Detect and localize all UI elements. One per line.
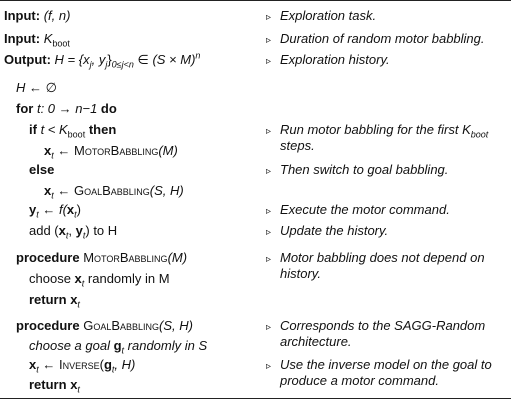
var-y: y (75, 223, 83, 238)
var-y: y (29, 202, 37, 217)
for-expr: t: 0 → n−1 (33, 101, 101, 116)
output-value: , y (91, 52, 106, 67)
arrow: ← (53, 183, 74, 198)
return-keyword: return (29, 377, 67, 392)
var-x: x (44, 143, 52, 158)
var-x: x (70, 292, 78, 307)
subscript: t (65, 230, 69, 241)
triangle-icon: ▹ (266, 166, 272, 177)
triangle-icon: ▹ (266, 206, 272, 217)
procedure-name: GoalBabbling (83, 318, 160, 333)
expr: ← f( (38, 202, 67, 217)
subscript: 0≤j<n (111, 59, 134, 70)
var-x: x (66, 202, 75, 217)
triangle-icon: ▹ (266, 254, 272, 265)
expr: choose a goal (29, 338, 114, 353)
assign-motor-line (44, 143, 178, 159)
arrow: ← (38, 357, 59, 372)
var-x: x (58, 223, 66, 238)
procedure-arg: (S, H) (159, 318, 193, 333)
expr: ( (99, 357, 104, 372)
func-arg: (M) (158, 143, 178, 158)
expr: add ( (29, 223, 59, 238)
else-line (29, 162, 54, 178)
expr: ) to H (85, 223, 118, 238)
comment-6: ▹ Execute the motor command. (266, 202, 511, 220)
triangle-icon: ▹ (266, 35, 272, 46)
if-expr: t < K (36, 122, 68, 137)
return-keyword: return (29, 292, 67, 307)
comment-10: ▹ Use the inverse model on the goal to produce a motor command. (266, 357, 492, 388)
subscript: boot (52, 38, 70, 49)
comment-2: ▹ Duration of random motor babbling. (266, 31, 511, 49)
func-name: GoalBabbling (73, 183, 150, 198)
var-x: x (29, 357, 37, 372)
input-keyword: Input: (4, 8, 41, 23)
comment-3: ▹ Exploration history. (266, 52, 511, 70)
expr: randomly in M (84, 271, 170, 286)
func-arg: (S, H) (149, 183, 184, 198)
expr: , H) (114, 357, 136, 372)
output-keyword: Output: (4, 52, 51, 67)
procedure-keyword: procedure (16, 318, 80, 333)
output-value: } (107, 52, 112, 67)
subscript: t (36, 209, 39, 220)
input-keyword: Input: (4, 31, 41, 46)
expr: choose (29, 271, 75, 286)
expr: randomly in S (124, 338, 208, 353)
arrow: ← (53, 143, 74, 158)
do-keyword: do (100, 101, 117, 116)
proc-goal-choose (29, 338, 207, 354)
superscript: n (195, 50, 201, 61)
subscript: t (74, 209, 77, 220)
comment-8: ▹ Motor babbling does not depend on history. (266, 250, 485, 281)
subscript: t (36, 364, 39, 375)
input-value: (f, n) (43, 8, 71, 23)
proc-goal-return (29, 377, 80, 393)
output-value: H = {x (54, 52, 90, 67)
init-line: H ← ∅ (16, 80, 57, 95)
input-line-1 (4, 8, 70, 24)
triangle-icon: ▹ (266, 56, 272, 67)
if-keyword: if (29, 122, 37, 137)
func-name: Inverse (58, 357, 100, 372)
func-name: MotorBabbling (73, 143, 159, 158)
var-x: x (74, 271, 82, 286)
proc-motor-header (16, 250, 187, 266)
var-g: g (103, 357, 112, 372)
subscript: boot (470, 129, 489, 140)
comment-7: ▹ Update the history. (266, 223, 511, 241)
triangle-icon: ▹ (266, 361, 272, 372)
subscript: j (89, 59, 92, 70)
comment-9: ▹ Corresponds to the SAGG-Random architecture. (266, 318, 486, 349)
add-line (29, 223, 117, 239)
subscript: t (51, 150, 54, 161)
triangle-icon: ▹ (266, 322, 272, 333)
else-keyword: else (29, 162, 55, 177)
comment-4-text: Run motor babbling for the first $K_{boot}$ steps. (280, 122, 489, 153)
subscript: t (81, 278, 85, 289)
procedure-arg: (M) (167, 250, 188, 265)
input-line-2 (4, 31, 70, 47)
procedure-name: MotorBabbling (83, 250, 168, 265)
comment-4 (266, 122, 511, 154)
expr: , (68, 223, 76, 238)
assign-goal-line (44, 183, 184, 199)
output-value: ∈ (S × M) (133, 52, 196, 67)
triangle-icon: ▹ (266, 227, 272, 238)
var-g: g (113, 338, 122, 353)
subscript: j (105, 59, 108, 70)
expr: ) (76, 202, 82, 217)
proc-goal-header (16, 318, 193, 334)
for-keyword: for (16, 101, 34, 116)
for-line (16, 101, 117, 117)
var-x: x (70, 377, 78, 392)
subscript: t (111, 364, 115, 375)
proc-goal-inverse (29, 357, 135, 373)
subscript: t (77, 384, 80, 395)
then-keyword: then (85, 122, 117, 137)
comment-1: ▹ Exploration task. (266, 8, 511, 26)
triangle-icon: ▹ (266, 126, 272, 137)
triangle-icon: ▹ (266, 12, 272, 23)
execute-line (29, 202, 81, 218)
if-line (29, 122, 116, 138)
output-line (4, 52, 200, 68)
subscript: t (121, 345, 125, 356)
proc-motor-choose (29, 271, 170, 287)
subscript: t (51, 190, 54, 201)
var-x: x (44, 183, 52, 198)
subscript: t (77, 299, 80, 310)
procedure-keyword: procedure (16, 250, 80, 265)
subscript: t (82, 230, 86, 241)
subscript: boot (67, 129, 86, 140)
proc-motor-return (29, 292, 80, 308)
input-value: K (43, 31, 53, 46)
comment-5: ▹ Then switch to goal babbling. (266, 162, 511, 180)
